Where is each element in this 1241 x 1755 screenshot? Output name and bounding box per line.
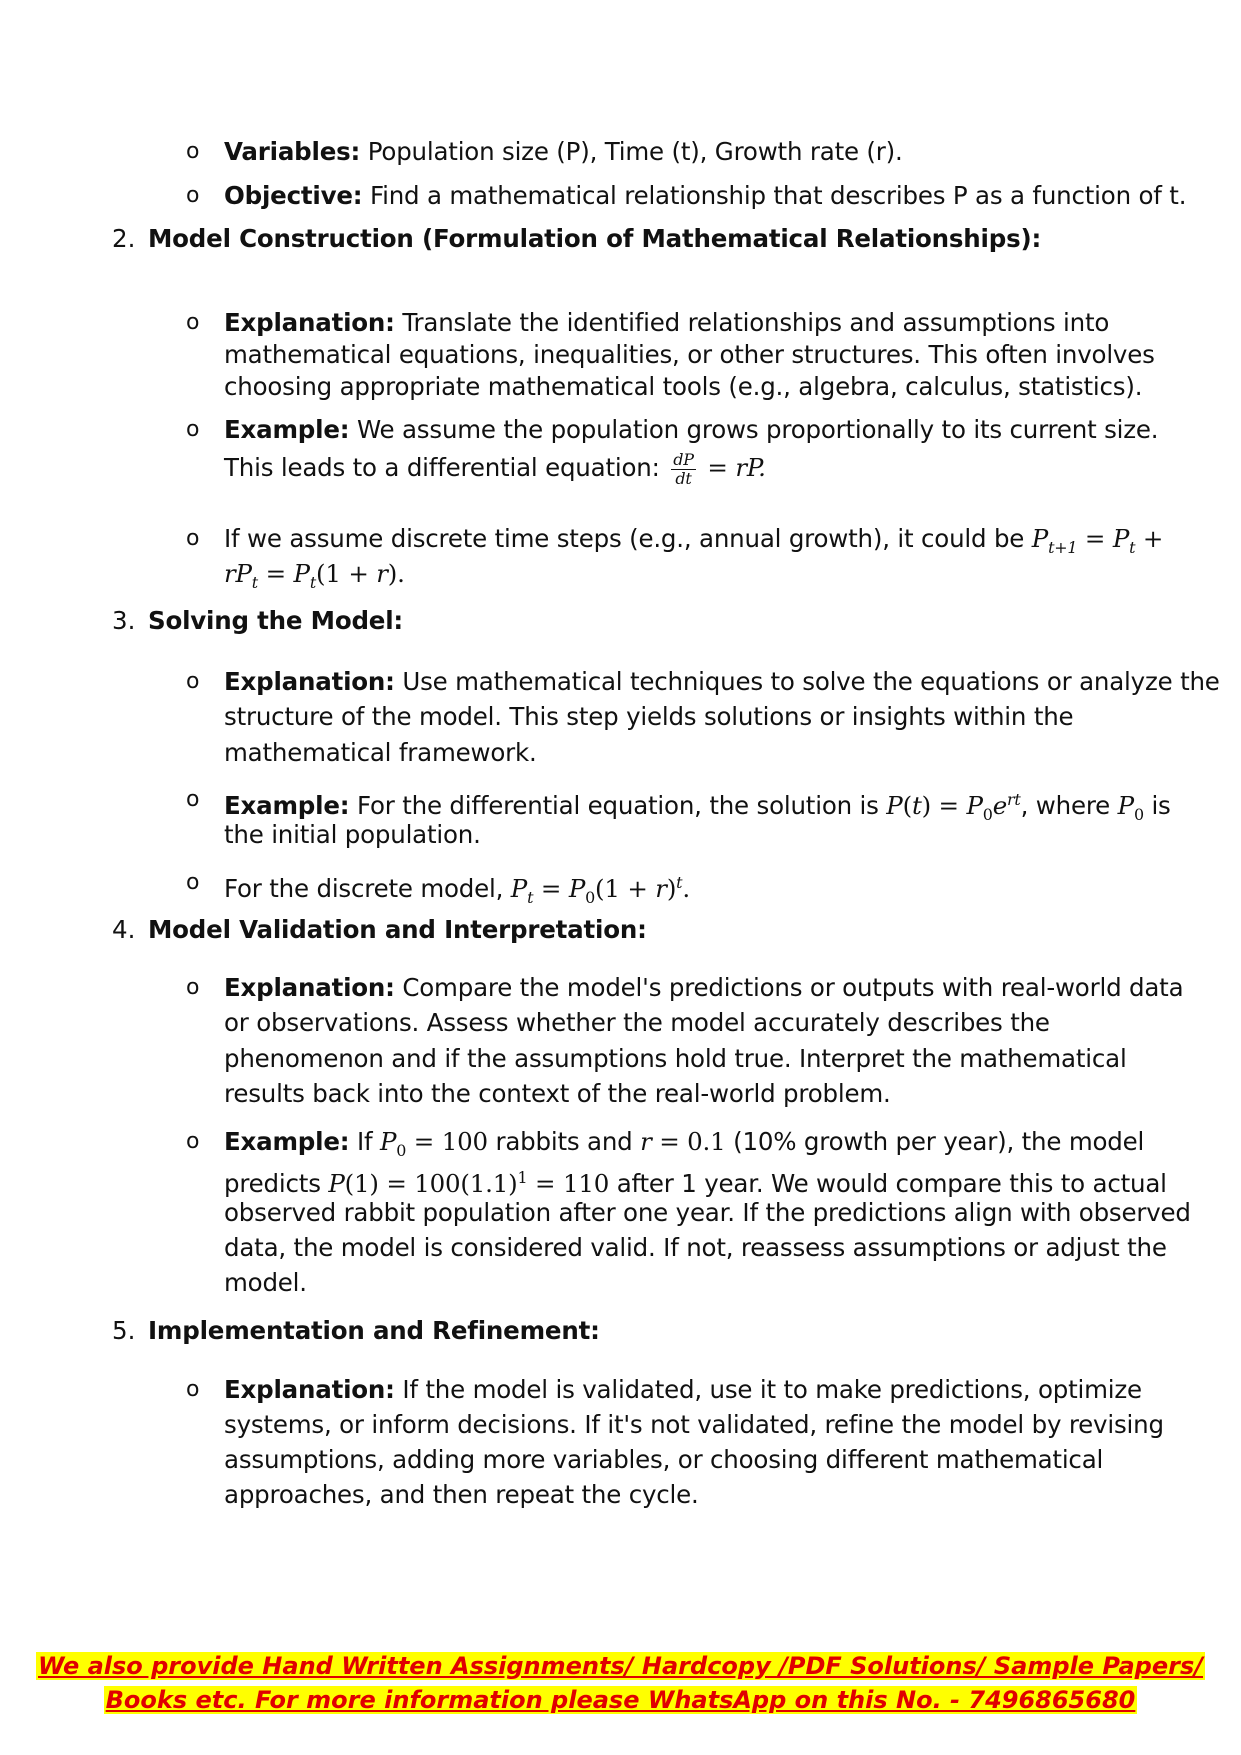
section-number: 3. <box>112 606 136 635</box>
variables-item: Variables: Population size (P), Time (t), Growth rate (r). <box>224 137 903 166</box>
bullet-icon: o <box>186 526 200 551</box>
bullet-icon: o <box>186 975 200 1000</box>
section-number: 2. <box>112 224 136 253</box>
s2-discrete-line2: $rP_t = P_t(1 + r)$. <box>224 559 405 592</box>
section-number: 5. <box>112 1316 136 1345</box>
s4-example-line: data, the model is considered valid. If not, reassess assumptions or adjust the <box>224 1233 1167 1262</box>
section-heading: Model Construction (Formulation of Mathematical Relationships): <box>148 224 1042 253</box>
s4-explanation-line: or observations. Assess whether the model accurately describes the <box>224 1008 1050 1037</box>
bullet-icon: o <box>186 669 200 694</box>
s4-explanation-line: phenomenon and if the assumptions hold true. Interpret the mathematical <box>224 1044 1127 1073</box>
bullet-icon: o <box>186 1129 200 1154</box>
section-heading: Implementation and Refinement: <box>148 1316 600 1345</box>
s2-explanation-line: mathematical equations, inequalities, or other structures. This often involves <box>224 340 1155 369</box>
s2-explanation: Explanation: Translate the identified relationships and assumptions into <box>224 308 1110 337</box>
section-number: 4. <box>112 915 136 944</box>
s5-explanation: Explanation: If the model is validated, use it to make predictions, optimize <box>224 1375 1142 1404</box>
s3-explanation-line: structure of the model. This step yields solutions or insights within the <box>224 702 1074 731</box>
section-heading: Solving the Model: <box>148 606 404 635</box>
bullet-icon: o <box>186 139 200 164</box>
footer-promo-line: We also provide Hand Written Assignments/ Hardcopy /PDF Solutions/ Sample Papers/ <box>38 1652 1203 1680</box>
s2-example: Example: We assume the population grows proportionally to its current size. <box>224 415 1159 444</box>
bullet-icon: o <box>186 787 200 812</box>
bullet-icon: o <box>186 870 200 895</box>
fraction: $\frac{dP}{dt}$ <box>673 449 694 488</box>
s4-explanation: Explanation: Compare the model's predictions or outputs with real-world data <box>224 973 1184 1002</box>
s4-explanation-line: results back into the context of the real-world problem. <box>224 1079 891 1108</box>
s3-example: Example: For the differential equation, the solution is $P(t) = P_0e^{rt}$, where $P_0$ is <box>224 790 1171 825</box>
s5-explanation-line: approaches, and then repeat the cycle. <box>224 1480 699 1509</box>
s3-discrete: For the discrete model, $P_t = P_0(1 + r)^t$. <box>224 873 690 908</box>
s3-explanation: Explanation: Use mathematical techniques to solve the equations or analyze the <box>224 667 1220 696</box>
s4-example: Example: If $P_0 = 100$ rabbits and r = 0.1 (10% growth per year), the model <box>224 1127 1145 1160</box>
s3-explanation-line: mathematical framework. <box>224 738 537 767</box>
s4-example-line: observed rabbit population after one year. If the predictions align with observed <box>224 1198 1191 1227</box>
s5-explanation-line: assumptions, adding more variables, or choosing different mathematical <box>224 1445 1104 1474</box>
section-heading: Model Validation and Interpretation: <box>148 915 647 944</box>
s5-explanation-line: systems, or inform decisions. If it's not validated, refine the model by revising <box>224 1410 1164 1439</box>
s2-discrete: If we assume discrete time steps (e.g., annual growth), it could be $P_{t+1} = P_t$ + <box>224 524 1164 557</box>
bullet-icon: o <box>186 183 200 208</box>
s4-example-line: model. <box>224 1268 307 1297</box>
s3-example-line: the initial population. <box>224 820 481 849</box>
footer-promo-line: Books etc. For more information please WhatsApp on this No. - 7496865680 <box>105 1686 1136 1714</box>
s2-explanation-line: choosing appropriate mathematical tools (e.g., algebra, calculus, statistics). <box>224 372 1143 401</box>
s4-example-line: predicts $P(1) = 100(1.1)^1 = 110$ after 1 year. We would compare this to actual <box>224 1168 1167 1199</box>
bullet-icon: o <box>186 417 200 442</box>
bullet-icon: o <box>186 310 200 335</box>
s2-example-equation: This leads to a differential equation: $\frac{dP}{dt}$ = rP. <box>224 449 766 488</box>
bullet-icon: o <box>186 1377 200 1402</box>
objective-item: Objective: Find a mathematical relationship that describes P as a function of t. <box>224 181 1187 210</box>
